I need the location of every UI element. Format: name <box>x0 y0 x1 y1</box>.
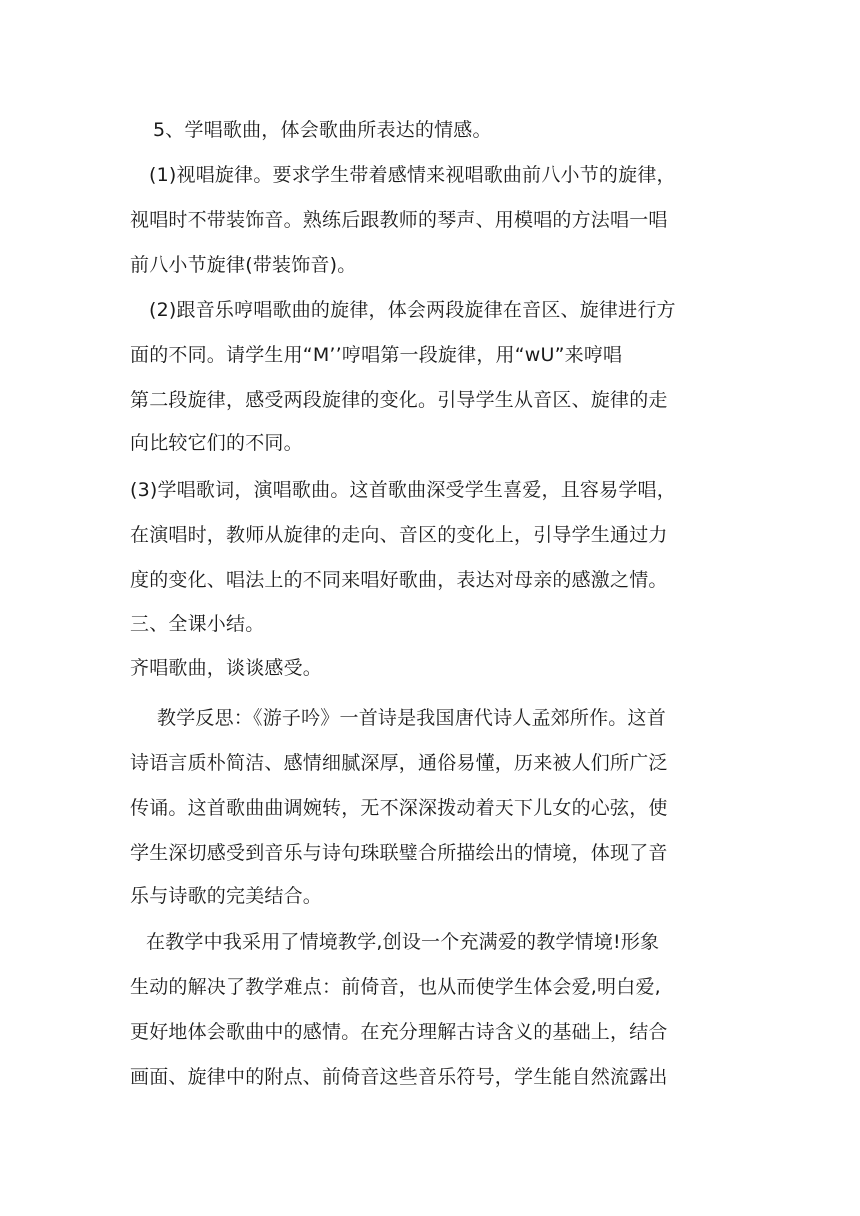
text-line-2: 视唱时不带装饰音。熟练后跟教师的琴声、用模唱的方法唱一唱 <box>130 209 668 231</box>
text-line-16: 学生深切感受到音乐与诗句珠联璧合所描绘出的情境，体现了音 <box>130 842 668 864</box>
text-line-8: (3)学唱歌词，演唱歌曲。这首歌曲深受学生喜爱，且容易学唱， <box>130 479 676 501</box>
text-line-19: 生动的解决了教学难点：前倚音，也从而使学生体会爱,明白爱, <box>130 976 661 998</box>
text-line-12: 齐唱歌曲，谈谈感受。 <box>130 657 323 679</box>
text-line-14: 诗语言质朴简洁、感情细腻深厚，通俗易懂，历来被人们所广泛 <box>130 752 668 774</box>
text-line-step5-heading: 5、学唱歌曲，体会歌曲所表达的情感。 <box>153 119 492 141</box>
text-line-20: 更好地体会歌曲中的感情。在充分理解古诗含义的基础上，结合 <box>130 1021 668 1043</box>
text-line-1: (1)视唱旋律。要求学生带着感情来视唱歌曲前八小节的旋律， <box>149 164 676 186</box>
text-line-21: 画面、旋律中的附点、前倚音这些音乐符号，学生能自然流露出 <box>130 1066 668 1088</box>
section-heading-summary: 三、全课小结。 <box>130 613 265 635</box>
text-line-7: 向比较它们的不同。 <box>130 432 303 454</box>
text-line-4: (2)跟音乐哼唱歌曲的旋律，体会两段旋律在音区、旋律进行方 <box>149 299 676 321</box>
text-line-17: 乐与诗歌的完美结合。 <box>130 885 323 907</box>
text-line-5: 面的不同。请学生用“M’’哼唱第一段旋律，用“wU”来哼唱 <box>130 344 623 366</box>
text-line-15: 传诵。这首歌曲曲调婉转，无不深深拨动着天下儿女的心弦，使 <box>130 797 668 819</box>
text-line-10: 度的变化、唱法上的不同来唱好歌曲，表达对母亲的感激之情。 <box>130 569 668 591</box>
text-line-3: 前八小节旋律(带装饰音)。 <box>130 254 357 276</box>
text-line-6: 第二段旋律，感受两段旋律的变化。引导学生从音区、旋律的走 <box>130 389 668 411</box>
text-line-18: 在教学中我采用了情境教学,创设一个充满爱的教学情境!形象 <box>146 931 660 953</box>
text-line-reflection-start: 教学反思：《游子吟》一首诗是我国唐代诗人孟郊所作。这首 <box>157 707 666 729</box>
text-line-9: 在演唱时，教师从旋律的走向、音区的变化上，引导学生通过力 <box>130 524 668 546</box>
